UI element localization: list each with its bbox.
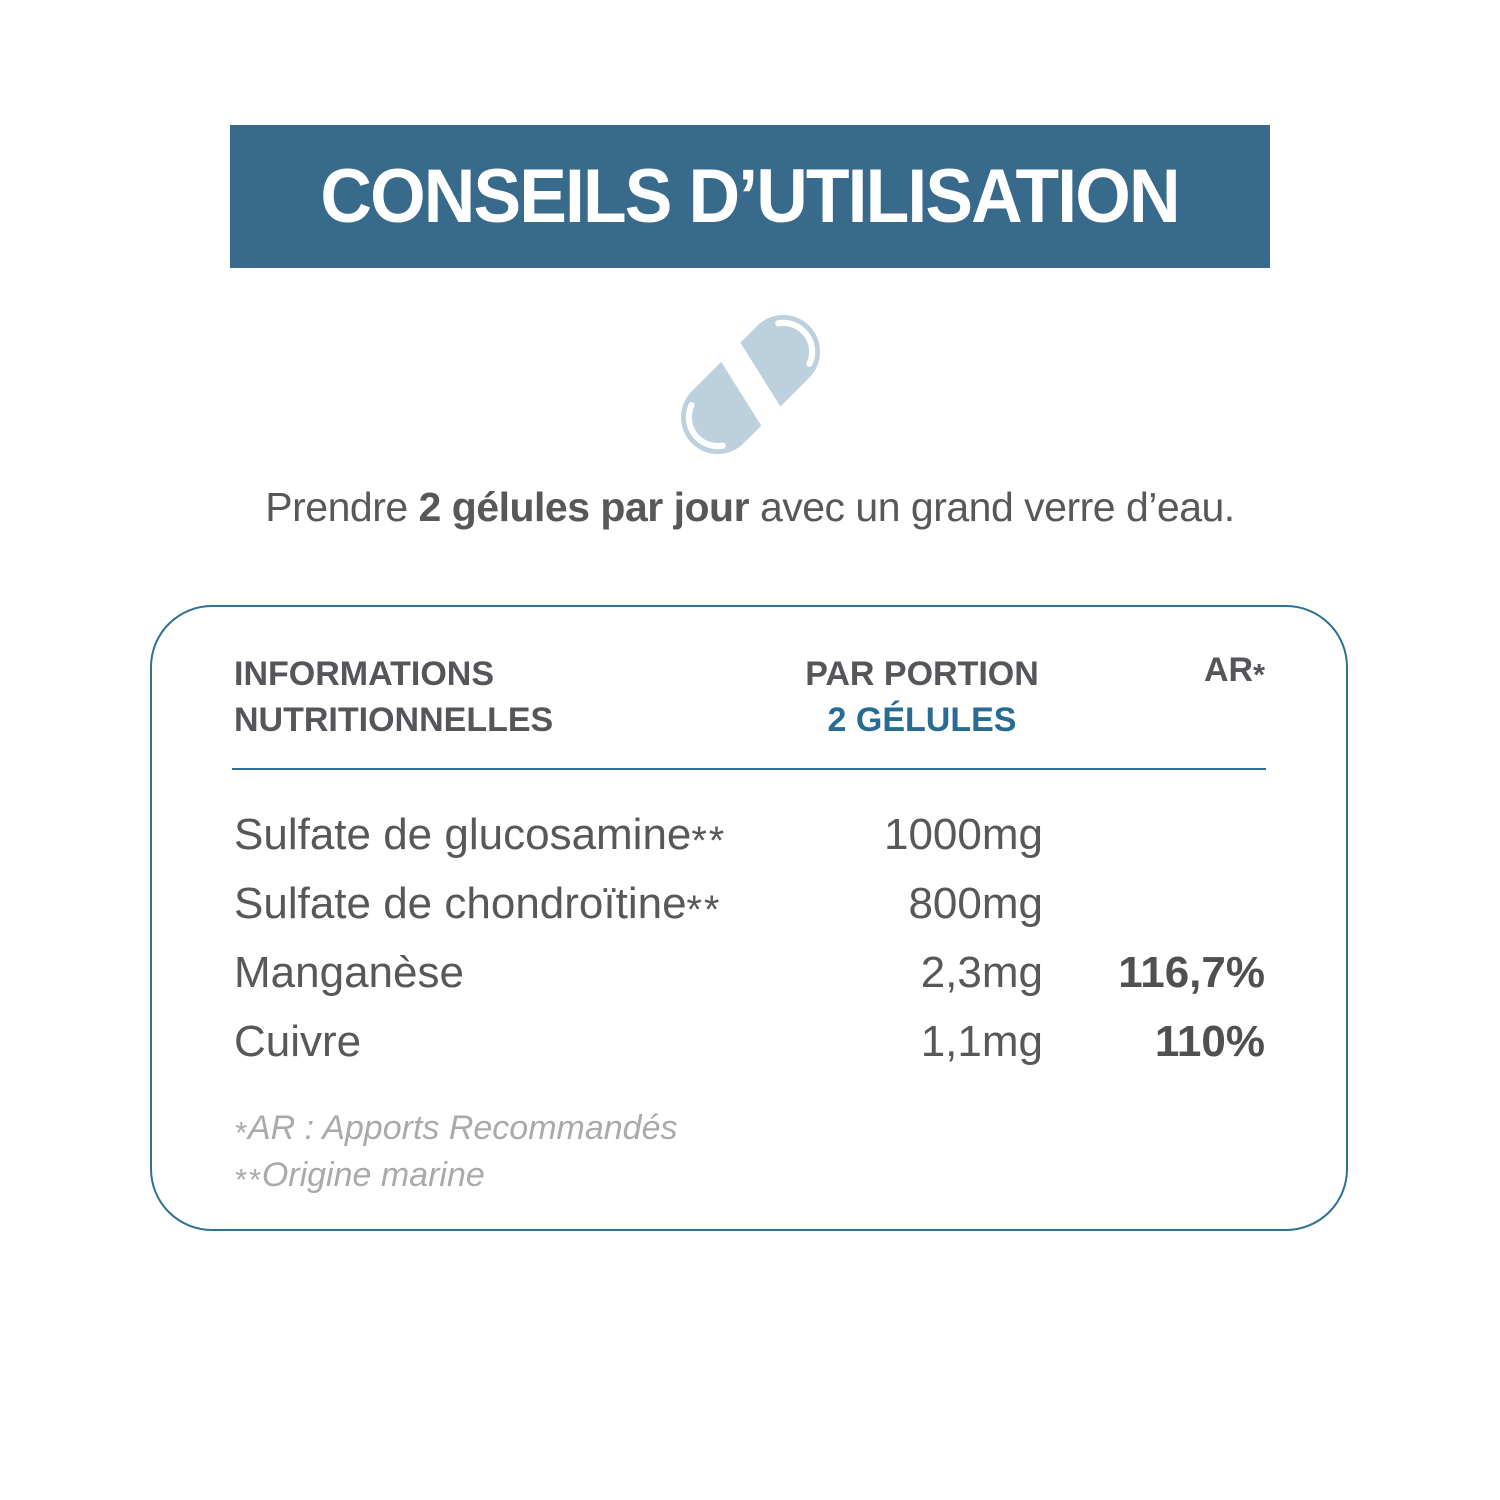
- column-header-per-portion-line1: PAR PORTION: [805, 655, 1039, 693]
- nutrient-name: Manganèse: [234, 947, 464, 997]
- nutrient-amount: 800mg: [908, 878, 1043, 928]
- footnote-mark: *: [234, 1115, 248, 1150]
- table-row: [152, 938, 1346, 1007]
- nutrient-ar: 110%: [1154, 1016, 1265, 1066]
- nutrient-footnote-mark: **: [686, 887, 722, 932]
- nutrient-name: Cuivre: [234, 1016, 362, 1066]
- column-header-ar: [1204, 651, 1267, 690]
- dosage-instruction-prefix: Prendre: [265, 484, 419, 530]
- section-title: CONSEILS D’UTILISATION: [320, 154, 1180, 239]
- nutrient-label: [234, 809, 727, 863]
- capsule-icon: [663, 297, 838, 472]
- nutrient-name: Sulfate de chondroïtine: [234, 878, 687, 928]
- dosage-instruction: [0, 484, 1500, 531]
- footnote-text: AR : Apports Recommandés: [247, 1109, 678, 1147]
- table-header-divider: [232, 768, 1266, 770]
- column-header-ar-text: AR: [1203, 651, 1254, 689]
- nutrient-amount: 2,3mg: [920, 947, 1043, 997]
- nutrient-rows: [152, 800, 1346, 1076]
- nutrient-amount: 1000mg: [883, 809, 1043, 859]
- column-header-nutrition-info: [234, 651, 553, 743]
- table-row: [152, 800, 1346, 869]
- nutrient-label: [234, 948, 464, 998]
- column-header-ar-asterisk: *: [1253, 657, 1267, 692]
- nutrient-amount: 1,1mg: [920, 1016, 1043, 1066]
- table-row: [152, 869, 1346, 938]
- column-header-nutrition-info-line2: NUTRITIONNELLES: [234, 701, 554, 739]
- dosage-instruction-emphasis: 2 gélules par jour: [418, 484, 750, 530]
- table-row: [152, 1007, 1346, 1076]
- nutrient-footnote-mark: **: [691, 818, 727, 863]
- footnote-text: Origine marine: [261, 1156, 485, 1194]
- nutrition-facts-box: [150, 605, 1348, 1231]
- column-header-nutrition-info-line1: INFORMATIONS: [234, 655, 495, 693]
- footnote-origin: [234, 1152, 678, 1199]
- nutrient-label: [234, 878, 722, 932]
- column-header-per-portion: [672, 651, 1172, 743]
- dosage-instruction-suffix: avec un grand verre d’eau.: [749, 484, 1235, 530]
- section-header: [230, 125, 1270, 268]
- nutrient-name: Sulfate de glucosamine: [234, 809, 692, 859]
- nutrient-ar: 116,7%: [1118, 947, 1265, 997]
- footnote-mark: **: [234, 1162, 262, 1197]
- nutrient-label: [234, 1017, 361, 1067]
- column-header-per-portion-line2: 2 GÉLULES: [827, 701, 1017, 739]
- table-footnotes: [234, 1105, 678, 1199]
- footnote-ar: [234, 1105, 678, 1152]
